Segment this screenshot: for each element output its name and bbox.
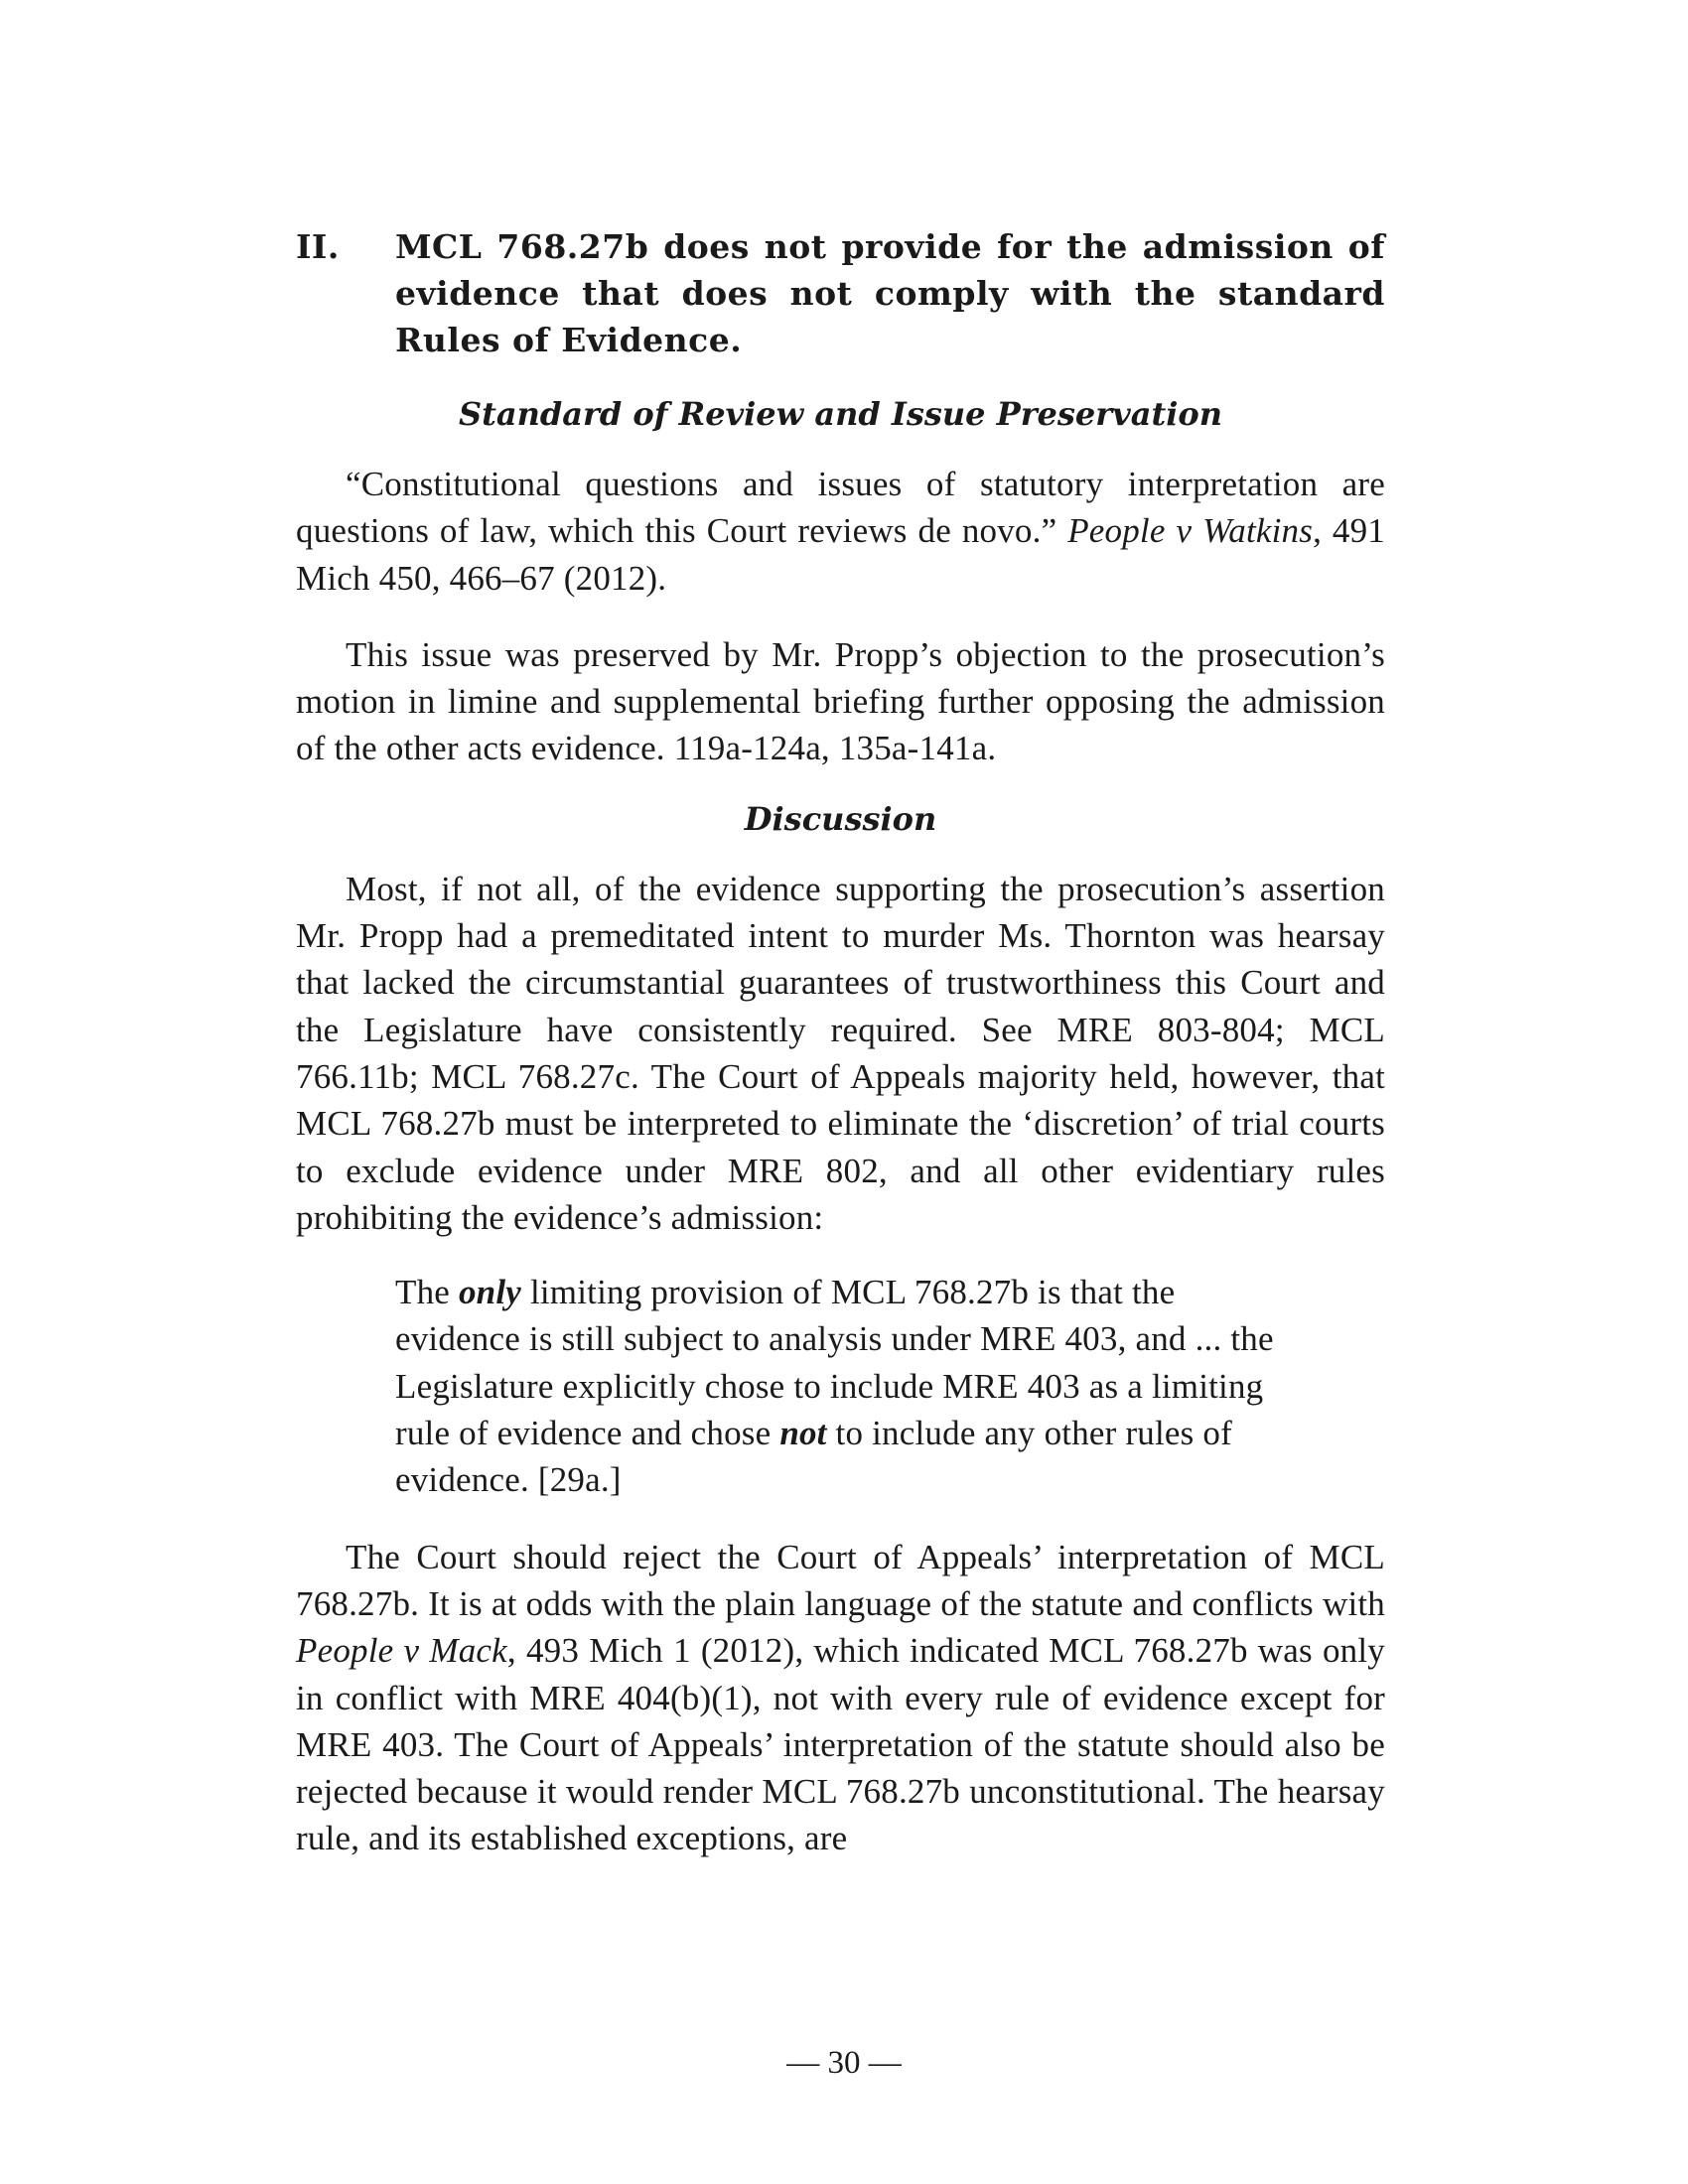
emphasis-only: only (458, 1273, 521, 1312)
document-page (296, 223, 1385, 1862)
section-heading (296, 223, 1385, 363)
paragraph-discussion: Most, if not all, of the evidence supporting the prosecution’s assertion Mr. Propp had a premeditated intent to murder Ms. Thornton was hearsay that lacked the circumstantial guarantees of trustworthiness this Court and the Legislature have consistently required. See MRE 803-804; MCL 766.11b; MCL 768.27c. The Court of Appeals majority held, however, that MCL 768.27b must be interpreted to eliminate the ‘discretion’ of trial courts to exclude evidence under MRE 802, and all other evidentiary rules prohibiting the evidence’s admission: (296, 869, 1385, 1237)
case-name: People v Mack (296, 1631, 507, 1671)
subheading-standard-of-review: Standard of Review and Issue Preservation (458, 395, 1223, 433)
paragraph-preservation: This issue was preserved by Mr. Propp’s objection to the prosecution’s motion in limine and supplemental briefing further opposing the admission of the other acts evidence. 119a-124a, 135a-141a. (296, 634, 1385, 768)
section-title: MCL 768.27b does not provide for the admission of evidence that does not comply with the standard Rules of Evidence. (395, 227, 1385, 359)
case-name: People v Watkins (1067, 511, 1314, 551)
page-number: — 30 — (786, 2045, 902, 2081)
subheading-discussion: Discussion (744, 799, 937, 838)
block-quote: The only limiting provision of MCL 768.27b is that the evidence is still subject to analysis under MRE 403, and ... the Legislature explicitly chose to include MRE 403 as a limiting rule of evidence and chose not to include any other rules of evidence. [29a.] (395, 1273, 1274, 1500)
paragraph-standard-of-review: “Constitutional questions and issues of statutory interpretation are questions of law, which this Court reviews de novo.” People v Watkins, 491 Mich 450, 466–67 (2012). (296, 465, 1386, 598)
emphasis-not: not (779, 1414, 827, 1453)
paragraph-argument: The Court should reject the Court of Appeals’ interpretation of MCL 768.27b. It is at odds with the plain language of the statute and conflicts with People v Mack, 493 Mich 1 (2012), which indicated MCL 768.27b was only in conflict with MRE 404(b)(1), not with every rule of evidence except for MRE 403. The Court of Appeals’ interpretation of the statute should also be rejected because it would render MCL 768.27b unconstitutional. The hearsay rule, and its established exceptions, are (296, 1537, 1385, 1858)
section-number: II. (296, 227, 340, 266)
